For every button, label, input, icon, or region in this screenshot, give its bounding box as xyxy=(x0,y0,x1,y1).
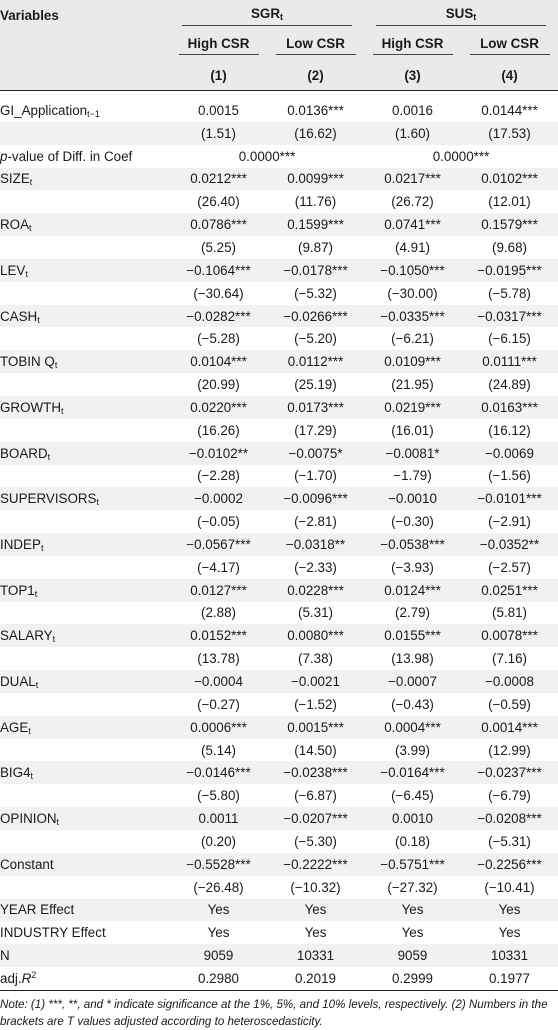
t-value-cell: (−10.41) xyxy=(484,879,535,895)
column-number-2: (2) xyxy=(267,60,364,91)
coefficient-cell: −0.0335*** xyxy=(364,305,461,328)
value-cell: Yes xyxy=(461,899,558,922)
table-row xyxy=(0,396,558,419)
coefficient-cell: 0.0006*** xyxy=(170,716,267,739)
t-value-cell: (−26.48) xyxy=(193,879,244,895)
t-value-cell: (16.26) xyxy=(197,422,240,438)
value-cell: 9059 xyxy=(364,944,461,967)
row-label: YEAR Effect xyxy=(0,899,170,922)
coefficient-cell: −0.2256*** xyxy=(461,853,558,876)
t-value-cell: (−2.57) xyxy=(488,559,531,575)
table-row xyxy=(0,556,558,579)
header-blank xyxy=(0,60,170,91)
table-row xyxy=(0,259,558,282)
coefficient-cell: 0.0015*** xyxy=(267,716,364,739)
table-row xyxy=(0,830,558,853)
coefficient-cell: −0.0317*** xyxy=(461,305,558,328)
variable-subscript: t xyxy=(54,360,58,371)
table-row xyxy=(0,190,558,213)
t-value-cell: (−5.80) xyxy=(197,788,240,804)
t-value-cell: (2.88) xyxy=(201,605,236,621)
variable-label xyxy=(0,396,170,419)
coefficient-cell: 0.0173*** xyxy=(267,396,364,419)
value-cell: Yes xyxy=(170,899,267,922)
variable-name: CASH xyxy=(0,308,38,324)
variable-name: INDEP xyxy=(0,536,41,552)
t-value-cell: (−10.32) xyxy=(290,879,341,895)
variable-label xyxy=(0,533,170,556)
table-row xyxy=(0,921,558,944)
table-row xyxy=(0,168,558,191)
t-value-cell: (12.01) xyxy=(488,194,531,210)
t-value-cell: (11.76) xyxy=(294,194,337,210)
table-row xyxy=(0,213,558,236)
row-label: INDUSTRY Effect xyxy=(0,925,106,941)
value-cell: 0.2999 xyxy=(364,967,461,990)
table-row xyxy=(0,282,558,305)
coefficient-cell: 0.0109*** xyxy=(364,350,461,373)
coefficient-cell: −0.0008 xyxy=(461,670,558,693)
table-note: Note: (1) ***, **, and * indicate significance at the 1%, 5%, and 10% levels, respectively. (2) Numbers in the brackets are T values adjusted according to heteroscedasticity. xyxy=(0,997,548,1028)
value-cell: Yes xyxy=(364,899,461,922)
coefficient-cell: 0.0152*** xyxy=(170,624,267,647)
variable-subscript: t xyxy=(29,223,32,234)
coefficient-cell: 0.0155*** xyxy=(364,624,461,647)
t-value-cell: (−2.91) xyxy=(488,514,531,530)
coefficient-cell: −0.0282*** xyxy=(170,305,267,328)
t-value-cell: (−0.59) xyxy=(488,696,531,712)
column-header-4: Low CSR xyxy=(461,31,558,60)
value-cell: 10331 xyxy=(461,944,558,967)
variable-subscript: t xyxy=(56,817,60,828)
blank-cell xyxy=(0,876,170,899)
coefficient-cell: −0.0146*** xyxy=(170,761,267,784)
t-value-cell: (5.25) xyxy=(201,239,236,255)
group-sus-subscript: t xyxy=(473,11,477,22)
coefficient-cell: −0.0002 xyxy=(170,487,267,510)
coefficient-cell: −0.0075* xyxy=(267,442,364,465)
table-row xyxy=(0,739,558,762)
table-row xyxy=(0,579,558,602)
t-value-cell: (25.19) xyxy=(294,377,337,393)
group-sgr-subscript: t xyxy=(280,11,284,22)
blank-cell xyxy=(0,122,170,145)
variable-subscript: t xyxy=(52,634,56,645)
variables-header: Variables xyxy=(0,0,170,31)
table-row xyxy=(0,944,558,967)
coefficient-cell: −0.0021 xyxy=(267,670,364,693)
t-value-cell: (7.16) xyxy=(492,651,527,667)
table-row xyxy=(0,784,558,807)
t-value-cell: (17.53) xyxy=(461,122,558,145)
variable-label xyxy=(0,259,170,282)
column-header-2: Low CSR xyxy=(267,31,364,60)
t-value-cell: (−6.15) xyxy=(488,331,531,347)
blank-cell xyxy=(0,282,170,305)
t-value-cell: (24.89) xyxy=(488,377,531,393)
blank-cell xyxy=(0,510,170,533)
variable-label xyxy=(0,99,170,122)
t-value-cell: (26.72) xyxy=(391,194,434,210)
coefficient-cell: −0.0266*** xyxy=(267,305,364,328)
coefficient-cell: −0.0010 xyxy=(364,487,461,510)
t-value-cell: (−6.87) xyxy=(294,788,337,804)
t-value-cell: −1.79) xyxy=(393,468,432,484)
variable-subscript: t xyxy=(25,268,28,279)
t-value-cell: (13.78) xyxy=(197,651,240,667)
blank-cell xyxy=(0,465,170,488)
coefficient-cell: 0.0011 xyxy=(170,807,267,830)
t-value-cell: (1.60) xyxy=(364,122,461,145)
variable-subscript: t−1 xyxy=(87,108,100,119)
t-value-cell: (−6.21) xyxy=(391,331,434,347)
table-row xyxy=(0,487,558,510)
t-value-cell: (−5.32) xyxy=(294,285,337,301)
table-row xyxy=(0,899,558,922)
pvalue-sus: 0.0000*** xyxy=(432,148,490,164)
t-value-cell: (−30.64) xyxy=(193,285,244,301)
t-value-cell: (5.14) xyxy=(201,742,236,758)
coefficient-cell: 0.0220*** xyxy=(170,396,267,419)
coefficient-cell: −0.0069 xyxy=(461,442,558,465)
t-value-cell: (5.81) xyxy=(492,605,527,621)
coefficient-cell: 0.0102*** xyxy=(461,168,558,191)
value-cell: Yes xyxy=(304,925,327,941)
group-header-sus xyxy=(364,0,558,31)
table-row xyxy=(0,236,558,259)
coefficient-cell: 0.0016 xyxy=(392,102,433,118)
variable-label xyxy=(0,761,170,784)
t-value-cell: (−0.05) xyxy=(197,514,240,530)
t-value-cell: (−5.78) xyxy=(488,285,531,301)
pvalue-label-italic: p xyxy=(0,148,8,164)
blank-cell xyxy=(0,419,170,442)
blank-cell xyxy=(0,602,170,625)
variable-label xyxy=(0,487,170,510)
coefficient-cell: 0.0014*** xyxy=(461,716,558,739)
t-value-cell: (−0.27) xyxy=(197,696,240,712)
t-value-cell: (−30.00) xyxy=(387,285,438,301)
blank-cell xyxy=(0,190,170,213)
coefficient-cell: 0.0112*** xyxy=(267,350,364,373)
column-header-3: High CSR xyxy=(364,31,461,60)
coefficient-cell: −0.1050*** xyxy=(364,259,461,282)
coefficient-cell: −0.0004 xyxy=(170,670,267,693)
coefficient-cell: −0.0207*** xyxy=(267,807,364,830)
table-row xyxy=(0,305,558,328)
t-value-cell: (−5.30) xyxy=(294,833,337,849)
row-label: N xyxy=(0,944,170,967)
variable-subscript: t xyxy=(34,588,38,599)
t-value-cell: (−1.52) xyxy=(294,696,337,712)
variable-name: TOBIN Q xyxy=(0,354,55,370)
table-header xyxy=(0,0,558,91)
variable-label xyxy=(0,350,170,373)
coefficient-cell: −0.0318** xyxy=(267,533,364,556)
variable-name: Constant xyxy=(0,856,54,872)
value-cell: 0.2019 xyxy=(267,967,364,990)
t-value-cell: (2.79) xyxy=(395,605,430,621)
table-row xyxy=(0,693,558,716)
group-sgr-label: SGR xyxy=(250,5,281,21)
t-value-cell: (0.18) xyxy=(395,833,430,849)
t-value-cell: (−2.81) xyxy=(294,514,337,530)
coefficient-cell: 0.0217*** xyxy=(364,168,461,191)
variable-label xyxy=(0,807,170,830)
header-blank xyxy=(0,31,170,60)
t-value-cell: (20.99) xyxy=(197,377,240,393)
coefficient-cell: −0.0352** xyxy=(461,533,558,556)
t-value-cell: (−5.28) xyxy=(197,331,240,347)
table-row xyxy=(0,853,558,876)
pvalue-label xyxy=(0,145,170,168)
coefficient-cell: 0.0099*** xyxy=(267,168,364,191)
table-row xyxy=(0,373,558,396)
variable-name: BOARD xyxy=(0,445,48,461)
blank-cell xyxy=(0,830,170,853)
table-row xyxy=(0,624,558,647)
variable-label xyxy=(0,442,170,465)
variable-subscript: t xyxy=(40,542,44,553)
t-value-cell: (9.87) xyxy=(298,239,333,255)
variable-subscript: t xyxy=(28,725,31,736)
t-value-cell: (7.38) xyxy=(298,651,333,667)
t-value-cell: (12.99) xyxy=(488,742,531,758)
value-cell: Yes xyxy=(207,925,230,941)
t-value-cell: (−3.93) xyxy=(391,559,434,575)
table-row xyxy=(0,602,558,625)
coefficient-cell: 0.0786*** xyxy=(170,213,267,236)
t-value-cell: (−27.32) xyxy=(387,879,438,895)
adj-r2-prefix: adj. xyxy=(0,970,22,986)
column-number-3: (3) xyxy=(364,60,461,91)
variable-subscript: t xyxy=(30,771,34,782)
coefficient-cell: 0.0127*** xyxy=(170,579,267,602)
table-row xyxy=(0,122,558,145)
t-value-cell: (−6.45) xyxy=(391,788,434,804)
variable-name: SUPERVISORS xyxy=(0,491,97,507)
variable-label xyxy=(0,670,170,693)
value-cell: 10331 xyxy=(267,944,364,967)
value-cell: Yes xyxy=(498,925,521,941)
variable-name: GI_Application xyxy=(0,102,88,118)
variable-label xyxy=(0,716,170,739)
variable-label xyxy=(0,853,170,876)
variable-label xyxy=(0,624,170,647)
value-cell: Yes xyxy=(401,925,424,941)
table-row xyxy=(0,761,558,784)
variable-name: TOP1 xyxy=(0,582,35,598)
variable-label xyxy=(0,305,170,328)
variable-name: SIZE xyxy=(0,171,30,187)
value-cell: Yes xyxy=(267,899,364,922)
t-value-cell: (16.62) xyxy=(267,122,364,145)
table-row xyxy=(0,145,558,168)
coefficient-cell: 0.0080*** xyxy=(267,624,364,647)
variable-name: SALARY xyxy=(0,628,53,644)
blank-cell xyxy=(0,556,170,579)
coefficient-cell: 0.1579*** xyxy=(461,213,558,236)
variable-subscript: t xyxy=(35,680,39,691)
variable-name: ROA xyxy=(0,217,30,233)
t-value-cell: (3.99) xyxy=(395,742,430,758)
t-value-cell: (−5.20) xyxy=(294,331,337,347)
t-value-cell: (−1.70) xyxy=(294,468,337,484)
coefficient-cell: −0.0178*** xyxy=(267,259,364,282)
blank-cell xyxy=(0,784,170,807)
coefficient-cell: 0.0741*** xyxy=(364,213,461,236)
coefficient-cell: −0.0208*** xyxy=(461,807,558,830)
coefficient-cell: 0.0144*** xyxy=(481,102,538,118)
t-value-cell: (9.68) xyxy=(492,239,527,255)
table-row xyxy=(0,442,558,465)
variable-label xyxy=(0,579,170,602)
blank-cell xyxy=(0,373,170,396)
coefficient-cell: 0.0015 xyxy=(198,102,239,118)
adj-r2-italic: R xyxy=(21,970,32,986)
pvalue-label-rest: -value of Diff. in Coef xyxy=(7,148,133,164)
group-header-sgr xyxy=(170,0,364,31)
t-value-cell: (−4.17) xyxy=(197,559,240,575)
coefficient-cell: 0.0111*** xyxy=(461,350,558,373)
variable-label xyxy=(0,213,170,236)
coefficient-cell: −0.0164*** xyxy=(364,761,461,784)
coefficient-cell: 0.0104*** xyxy=(170,350,267,373)
variable-label xyxy=(0,168,170,191)
table-body xyxy=(0,91,558,991)
coefficient-cell: −0.5751*** xyxy=(364,853,461,876)
coefficient-cell: 0.0136*** xyxy=(287,102,344,118)
variable-name: GROWTH xyxy=(0,399,61,415)
t-value-cell: (−2.28) xyxy=(197,468,240,484)
variable-subscript: t xyxy=(29,177,33,188)
t-value-cell: (17.29) xyxy=(294,422,337,438)
table-row xyxy=(0,350,558,373)
coefficient-cell: −0.0538*** xyxy=(364,533,461,556)
coefficient-cell: −0.0007 xyxy=(364,670,461,693)
t-value-cell: (26.40) xyxy=(197,194,240,210)
adj-r2-superscript: 2 xyxy=(31,969,37,980)
variable-subscript: t xyxy=(96,497,100,508)
coefficient-cell: −0.2222*** xyxy=(267,853,364,876)
value-cell: 9059 xyxy=(170,944,267,967)
variable-name: LEV xyxy=(0,262,26,278)
coefficient-cell: 0.0004*** xyxy=(364,716,461,739)
coefficient-cell: −0.5528*** xyxy=(170,853,267,876)
value-cell: 0.1977 xyxy=(461,967,558,990)
table-row xyxy=(0,670,558,693)
group-sus-label: SUS xyxy=(445,5,474,21)
column-header-1: High CSR xyxy=(170,31,267,60)
pvalue-sgr: 0.0000*** xyxy=(238,148,296,164)
blank-cell xyxy=(0,327,170,350)
variable-subscript: t xyxy=(61,405,64,416)
t-value-cell: (−5.31) xyxy=(488,833,531,849)
adj-r2-label xyxy=(0,967,170,990)
coefficient-cell: 0.0078*** xyxy=(461,624,558,647)
t-value-cell: (−0.43) xyxy=(391,696,434,712)
coefficient-cell: 0.0219*** xyxy=(364,396,461,419)
variable-name: OPINION xyxy=(0,811,57,827)
t-value-cell: (16.12) xyxy=(488,422,531,438)
coefficient-cell: 0.0228*** xyxy=(267,579,364,602)
t-value-cell: (21.95) xyxy=(391,377,434,393)
table-row xyxy=(0,807,558,830)
coefficient-cell: −0.1064*** xyxy=(170,259,267,282)
variable-name: DUAL xyxy=(0,674,36,690)
table-row xyxy=(0,327,558,350)
coefficient-cell: −0.0101*** xyxy=(461,487,558,510)
variable-subscript: t xyxy=(47,451,51,462)
coefficient-cell: 0.0251*** xyxy=(461,579,558,602)
coefficient-cell: 0.0010 xyxy=(364,807,461,830)
t-value-cell: (−1.56) xyxy=(488,468,531,484)
coefficient-cell: −0.0195*** xyxy=(461,259,558,282)
t-value-cell: (14.50) xyxy=(294,742,337,758)
table-row xyxy=(0,967,558,990)
coefficient-cell: −0.0567*** xyxy=(170,533,267,556)
table-row xyxy=(0,533,558,556)
table-row xyxy=(0,419,558,442)
table-row xyxy=(0,716,558,739)
table-row xyxy=(0,647,558,670)
t-value-cell: (16.01) xyxy=(391,422,434,438)
column-number-4: (4) xyxy=(461,60,558,91)
coefficient-cell: −0.0237*** xyxy=(461,761,558,784)
value-cell: 0.2980 xyxy=(170,967,267,990)
table-row xyxy=(0,465,558,488)
blank-cell xyxy=(0,647,170,670)
table-row xyxy=(0,876,558,899)
column-number-1: (1) xyxy=(170,60,267,91)
t-value-cell: (−0.30) xyxy=(391,514,434,530)
variable-name: AGE xyxy=(0,719,29,735)
variable-name: BIG4 xyxy=(0,765,31,781)
t-value-cell: (−6.79) xyxy=(488,788,531,804)
blank-cell xyxy=(0,693,170,716)
coefficient-cell: −0.0238*** xyxy=(267,761,364,784)
coefficient-cell: −0.0102** xyxy=(170,442,267,465)
coefficient-cell: −0.0081* xyxy=(364,442,461,465)
coefficient-cell: −0.0096*** xyxy=(267,487,364,510)
table-row xyxy=(0,510,558,533)
coefficient-cell: 0.0124*** xyxy=(364,579,461,602)
t-value-cell: (1.51) xyxy=(170,122,267,145)
coefficient-cell: 0.0163*** xyxy=(461,396,558,419)
variable-subscript: t xyxy=(37,314,40,325)
blank-cell xyxy=(0,236,170,259)
coefficient-cell: 0.0212*** xyxy=(170,168,267,191)
t-value-cell: (13.98) xyxy=(391,651,434,667)
t-value-cell: (−2.33) xyxy=(294,559,337,575)
t-value-cell: (4.91) xyxy=(395,239,430,255)
coefficient-cell: 0.1599*** xyxy=(267,213,364,236)
t-value-cell: (0.20) xyxy=(201,833,236,849)
table-row xyxy=(0,99,558,122)
blank-cell xyxy=(0,739,170,762)
t-value-cell: (5.31) xyxy=(298,605,333,621)
